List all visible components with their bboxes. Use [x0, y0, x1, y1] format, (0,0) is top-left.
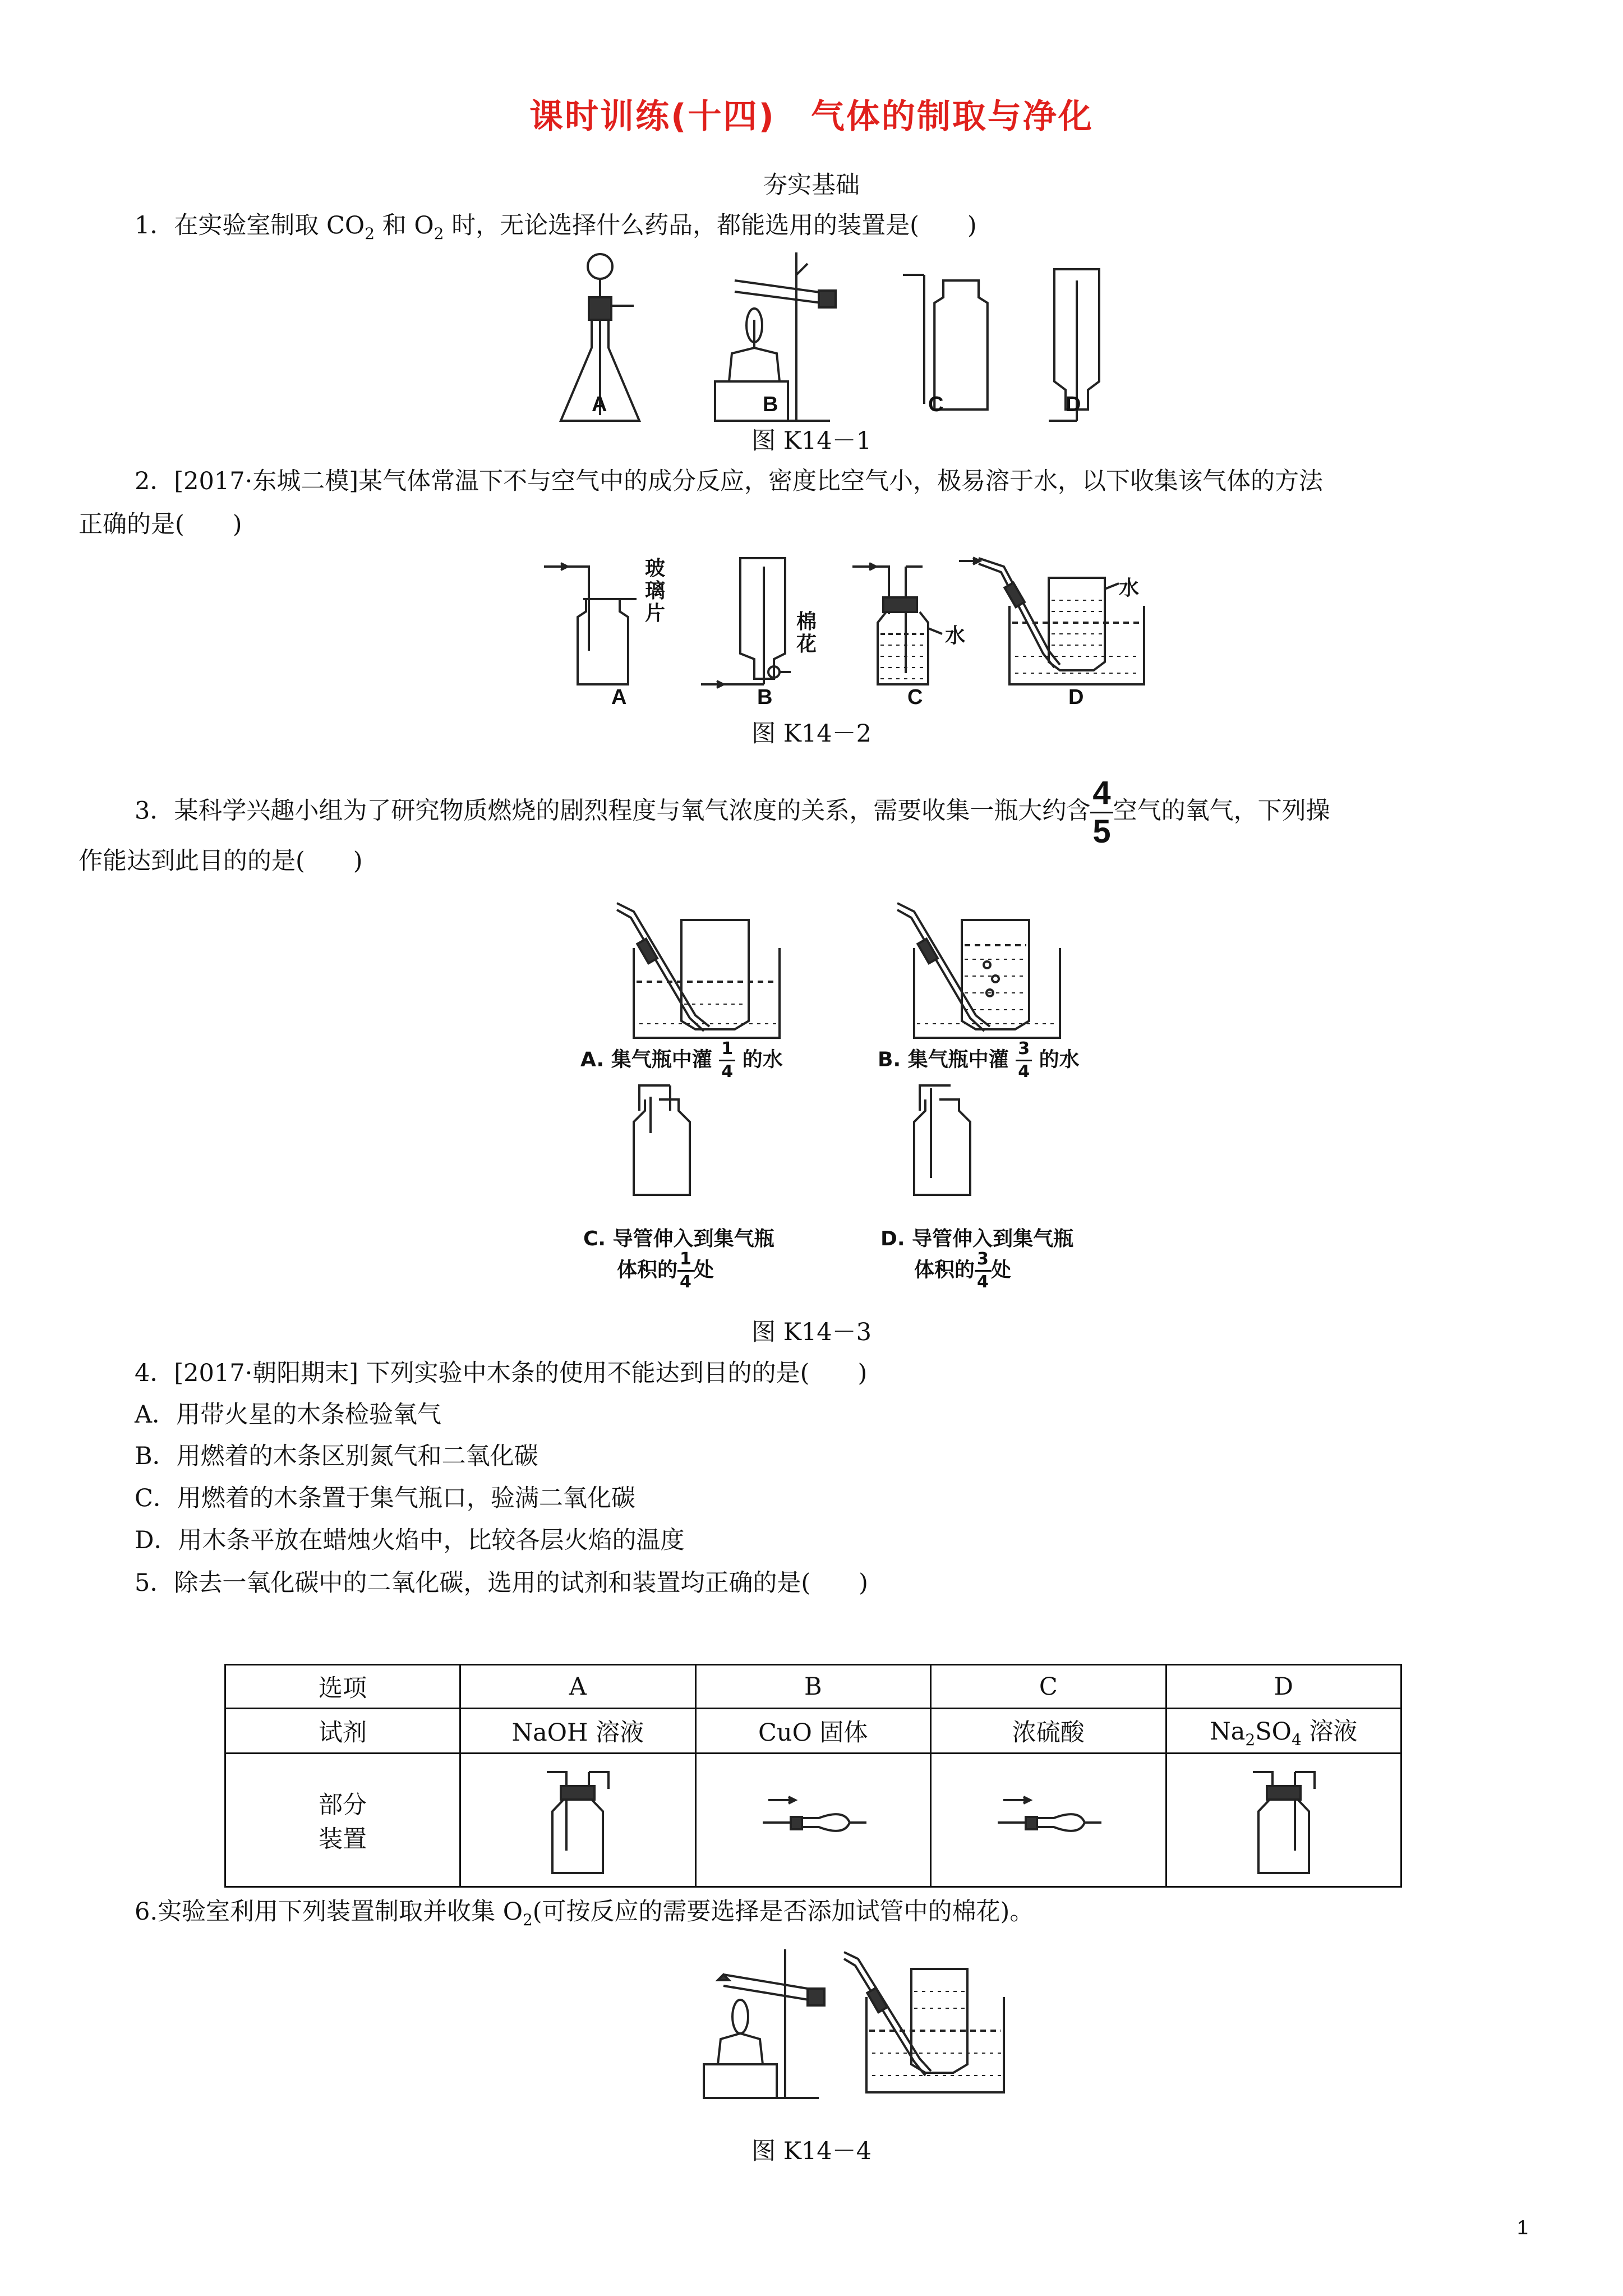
table-cell: B	[695, 1665, 931, 1709]
figure-caption-k14-1: 图 K14－1	[751, 427, 872, 455]
option-b-apparatus	[897, 903, 1060, 1038]
table-row	[225, 1665, 1401, 1709]
table-cell	[931, 1754, 1166, 1887]
apparatus-bottle-up	[903, 275, 988, 409]
label-glass-1: 玻	[645, 557, 666, 580]
table-cell: 部分 装置	[225, 1754, 460, 1887]
collect-method-a	[544, 563, 637, 684]
table-row	[225, 1754, 1401, 1887]
table-cell: C	[931, 1665, 1166, 1709]
option-a-apparatus	[617, 903, 780, 1038]
option-d-label-line1: D. 导管伸入到集气瓶	[880, 1227, 1074, 1250]
fig2-label-a: A	[611, 685, 627, 709]
drying-tube-icon	[751, 1783, 875, 1851]
table-row	[225, 1709, 1401, 1754]
fig1-label-d: D	[1066, 393, 1081, 416]
table-cell	[1166, 1754, 1401, 1887]
fig1-label-a: A	[592, 393, 607, 416]
table-cell: 试剂	[225, 1709, 460, 1754]
fig2-label-c: C	[907, 685, 923, 709]
question-3-line1: 3．某科学兴趣小组为了研究物质燃烧的剧烈程度与氧气浓度的关系，需要收集一瓶大约含 $\frac{4}{5}$ 空气的氧气，下列操	[135, 775, 1330, 850]
table-cell: CuO 固体	[695, 1709, 931, 1754]
collect-method-d	[959, 558, 1144, 684]
question-4-stem: 4．[2017·朝阳期末] 下列实验中木条的使用不能达到目的的是( )	[135, 1359, 868, 1387]
fig2-label-b: B	[757, 685, 773, 709]
table-cell: $Na_2SO_4$ 溶液	[1166, 1709, 1401, 1754]
option-b-label: B. 集气瓶中灌 $\frac{3}{4}$ 的水	[878, 1039, 1080, 1082]
table-cell: 浓硫酸	[931, 1709, 1166, 1754]
option-c-label-line2: 体积的 $\frac{1}{4}$ 处	[617, 1249, 714, 1292]
label-glass-2: 璃	[645, 579, 666, 602]
wash-bottle-icon	[1239, 1755, 1329, 1879]
table-cell	[460, 1754, 695, 1887]
table-cell: NaOH 溶液	[460, 1709, 695, 1754]
page-title: 课时训练(十四) 气体的制取与净化	[529, 97, 1094, 136]
figure-k14-4	[0, 1941, 1623, 2109]
question-4-option-d: D．用木条平放在蜡烛火焰中，比较各层火焰的温度	[135, 1526, 685, 1554]
collect-method-b	[701, 558, 791, 688]
option-d-apparatus	[914, 1085, 970, 1195]
label-water-c: 水	[945, 624, 966, 647]
figure-k14-3	[0, 898, 1623, 1257]
option-d-label-line2: 体积的 $\frac{3}{4}$ 处	[914, 1249, 1011, 1292]
figure-caption-k14-2: 图 K14－2	[751, 720, 872, 748]
label-water-d: 水	[1119, 577, 1140, 600]
options-table	[224, 1664, 1402, 1888]
figure-k14-1	[0, 241, 1623, 432]
table-cell: D	[1166, 1665, 1401, 1709]
question-5-stem: 5．除去一氧化碳中的二氧化碳，选用的试剂和装置均正确的是( )	[135, 1569, 868, 1597]
label-glass-3: 片	[645, 602, 666, 625]
water-collection-apparatus	[844, 1952, 1004, 2092]
table-cell: A	[460, 1665, 695, 1709]
fig1-label-b: B	[763, 393, 778, 416]
question-2-line2: 正确的是( )	[79, 510, 242, 539]
table-cell	[695, 1754, 931, 1887]
section-heading: 夯实基础	[763, 171, 860, 199]
question-4-option-a: A．用带火星的木条检验氧气	[135, 1401, 442, 1429]
question-2-line1: 2．[2017·东城二模]某气体常温下不与空气中的成分反应，密度比空气小，极易溶于水，以下收集该气体的方法	[135, 467, 1324, 495]
question-4-option-c: C．用燃着的木条置于集气瓶口，验满二氧化碳	[135, 1484, 635, 1512]
drying-tube-icon	[986, 1783, 1110, 1851]
question-1-stem: 1．在实验室制取 $CO_2$ 和 $O_2$ 时，无论选择什么药品，都能选用的装置是( )	[135, 211, 977, 243]
fig2-label-d: D	[1068, 685, 1084, 709]
option-c-apparatus	[634, 1085, 690, 1195]
heating-apparatus	[704, 1949, 824, 2098]
fig1-label-c: C	[928, 393, 944, 416]
question-3-line2: 作能达到此目的的是( )	[79, 847, 363, 875]
option-c-label-line1: C. 导管伸入到集气瓶	[583, 1227, 774, 1250]
table-cell: 选项	[225, 1665, 460, 1709]
option-a-label: A. 集气瓶中灌 $\frac{1}{4}$ 的水	[580, 1039, 783, 1082]
question-4-option-b: B．用燃着的木条区别氮气和二氧化碳	[135, 1442, 538, 1470]
label-cotton-1: 棉	[796, 610, 817, 633]
figure-caption-k14-4: 图 K14－4	[751, 2137, 872, 2165]
collect-method-c	[852, 563, 942, 684]
page-number: 1	[1517, 2216, 1529, 2239]
label-cotton-2: 花	[796, 633, 817, 656]
question-6-stem: 6.实验室利用下列装置制取并收集 $O_2$(可按反应的需要选择是否添加试管中的棉花)。	[135, 1898, 1034, 1929]
figure-caption-k14-3: 图 K14－3	[751, 1318, 872, 1346]
fraction-four-fifths: $\frac{4}{5}$	[1090, 777, 1113, 848]
wash-bottle-icon	[533, 1755, 623, 1879]
